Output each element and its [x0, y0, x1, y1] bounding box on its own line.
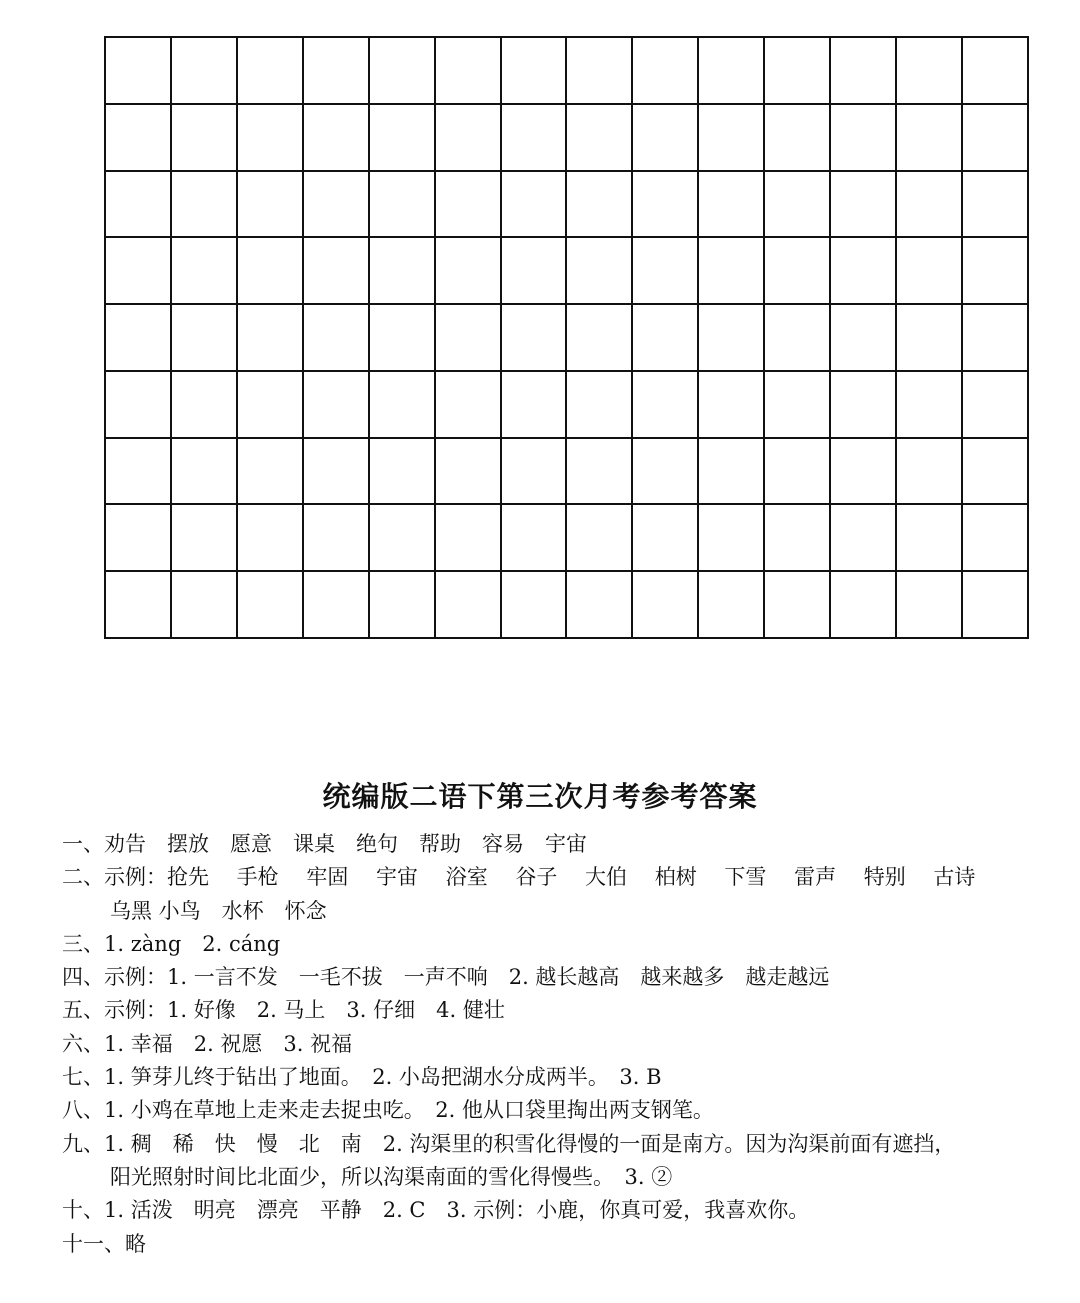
grid-cell	[171, 438, 237, 505]
grid-cell	[171, 304, 237, 371]
grid-cell	[501, 371, 567, 438]
grid-cell	[105, 37, 171, 104]
grid-cell	[435, 571, 501, 638]
writing-grid	[104, 36, 1029, 639]
grid-cell	[764, 504, 830, 571]
grid-cell	[369, 304, 435, 371]
grid-cell	[698, 237, 764, 304]
grid-cell	[369, 504, 435, 571]
answer-line: 四、示例：1. 一言不发 一毛不拔 一声不响 2. 越长越高 越来越多 越走越远	[62, 965, 830, 990]
grid-cell	[698, 304, 764, 371]
answer-line: 二、示例：抢先 手枪 牢固 宇宙 浴室 谷子 大伯 柏树 下雪 雷声 特别 古诗	[62, 865, 976, 890]
grid-cell	[566, 104, 632, 171]
grid-cell	[764, 571, 830, 638]
grid-cell	[830, 571, 896, 638]
grid-cell	[171, 571, 237, 638]
answer-line: 九、1. 稠 稀 快 慢 北 南 2. 沟渠里的积雪化得慢的一面是南方。因为沟渠前面有遮挡，	[62, 1131, 956, 1156]
grid-cell	[303, 438, 369, 505]
grid-cell	[501, 237, 567, 304]
grid-row	[105, 37, 1028, 104]
grid-cell	[369, 104, 435, 171]
grid-cell	[830, 104, 896, 171]
grid-cell	[698, 371, 764, 438]
grid-cell	[566, 371, 632, 438]
grid-cell	[566, 37, 632, 104]
grid-cell	[632, 438, 698, 505]
grid-cell	[764, 104, 830, 171]
grid-cell	[632, 371, 698, 438]
grid-cell	[896, 304, 962, 371]
grid-cell	[698, 104, 764, 171]
grid-cell	[632, 571, 698, 638]
grid-cell	[237, 571, 303, 638]
grid-cell	[105, 438, 171, 505]
grid-cell	[632, 504, 698, 571]
grid-cell	[303, 37, 369, 104]
grid-cell	[303, 504, 369, 571]
grid-cell	[171, 104, 237, 171]
grid-cell	[237, 371, 303, 438]
answer-list	[62, 828, 1022, 1261]
grid-cell	[237, 438, 303, 505]
grid-cell	[237, 304, 303, 371]
grid-row	[105, 104, 1028, 171]
grid-cell	[566, 571, 632, 638]
grid-cell	[105, 371, 171, 438]
grid-cell	[369, 37, 435, 104]
grid-cell	[303, 104, 369, 171]
grid-cell	[896, 438, 962, 505]
grid-cell	[435, 237, 501, 304]
grid-row	[105, 571, 1028, 638]
grid-cell	[435, 37, 501, 104]
grid-cell	[962, 237, 1028, 304]
grid-cell	[896, 571, 962, 638]
grid-cell	[632, 237, 698, 304]
grid-cell	[698, 37, 764, 104]
grid-cell	[764, 438, 830, 505]
grid-cell	[105, 104, 171, 171]
grid-cell	[435, 304, 501, 371]
grid-cell	[369, 237, 435, 304]
grid-cell	[830, 237, 896, 304]
answer-line: 五、示例：1. 好像 2. 马上 3. 仔细 4. 健壮	[62, 998, 505, 1023]
grid-cell	[632, 171, 698, 238]
grid-cell	[501, 304, 567, 371]
grid-cell	[435, 171, 501, 238]
grid-cell	[566, 171, 632, 238]
grid-cell	[435, 104, 501, 171]
answer-line: 一、劝告 摆放 愿意 课桌 绝句 帮助 容易 宇宙	[62, 832, 587, 856]
grid-row	[105, 304, 1028, 371]
grid-cell	[830, 438, 896, 505]
grid-cell	[105, 304, 171, 371]
grid-row	[105, 371, 1028, 438]
grid-cell	[435, 371, 501, 438]
grid-cell	[698, 171, 764, 238]
grid-cell	[237, 237, 303, 304]
grid-cell	[369, 371, 435, 438]
grid-cell	[435, 438, 501, 505]
grid-cell	[303, 304, 369, 371]
grid-cell	[171, 171, 237, 238]
grid-cell	[830, 304, 896, 371]
answer-line: 八、1. 小鸡在草地上走来走去捉虫吃。 2. 他从口袋里掏出两支钢笔。	[62, 1098, 714, 1123]
grid-cell	[237, 37, 303, 104]
grid-cell	[369, 438, 435, 505]
grid-cell	[171, 37, 237, 104]
grid-cell	[105, 171, 171, 238]
grid-cell	[830, 171, 896, 238]
grid-cell	[896, 504, 962, 571]
grid-cell	[698, 438, 764, 505]
grid-cell	[566, 304, 632, 371]
grid-cell	[896, 104, 962, 171]
answer-line: 乌黑 小鸟 水杯 怀念	[110, 898, 327, 923]
grid-cell	[830, 37, 896, 104]
grid-cell	[105, 237, 171, 304]
grid-cell	[962, 171, 1028, 238]
answer-line: 阳光照射时间比北面少，所以沟渠南面的雪化得慢些。 3. ②	[110, 1164, 673, 1189]
grid-cell	[896, 371, 962, 438]
grid-cell	[764, 371, 830, 438]
grid-cell	[632, 37, 698, 104]
grid-cell	[962, 104, 1028, 171]
grid-row	[105, 237, 1028, 304]
grid-cell	[501, 438, 567, 505]
grid-cell	[632, 104, 698, 171]
grid-cell	[171, 504, 237, 571]
grid-cell	[896, 171, 962, 238]
grid-row	[105, 504, 1028, 571]
grid-cell	[435, 504, 501, 571]
answer-line: 六、1. 幸福 2. 祝愿 3. 祝福	[62, 1031, 353, 1056]
grid-cell	[501, 104, 567, 171]
grid-row	[105, 438, 1028, 505]
grid-cell	[303, 571, 369, 638]
grid-cell	[962, 438, 1028, 505]
grid-row	[105, 171, 1028, 238]
grid-cell	[698, 571, 764, 638]
answer-line: 七、1. 笋芽儿终于钻出了地面。 2. 小岛把湖水分成两半。 3. B	[62, 1065, 662, 1090]
grid-cell	[566, 237, 632, 304]
answer-line: 三、1. zàng 2. cáng	[62, 931, 281, 956]
grid-cell	[764, 37, 830, 104]
grid-cell	[962, 504, 1028, 571]
grid-cell	[501, 571, 567, 638]
grid-cell	[962, 571, 1028, 638]
grid-cell	[566, 438, 632, 505]
grid-cell	[896, 237, 962, 304]
grid-cell	[303, 237, 369, 304]
grid-cell	[830, 504, 896, 571]
grid-cell	[171, 371, 237, 438]
grid-cell	[501, 504, 567, 571]
grid-cell	[237, 504, 303, 571]
grid-cell	[501, 171, 567, 238]
grid-cell	[369, 571, 435, 638]
grid-cell	[369, 171, 435, 238]
answer-line: 十一、略	[62, 1231, 146, 1256]
grid-cell	[896, 37, 962, 104]
grid-cell	[105, 504, 171, 571]
answer-line: 十、1. 活泼 明亮 漂亮 平静 2. C 3. 示例：小鹿，你真可爱，我喜欢你。	[62, 1198, 810, 1223]
grid-cell	[962, 37, 1028, 104]
grid-cell	[171, 237, 237, 304]
grid-cell	[303, 371, 369, 438]
grid-cell	[632, 304, 698, 371]
grid-cell	[764, 237, 830, 304]
page-title: 统编版二语下第三次月考参考答案	[322, 780, 758, 813]
grid-cell	[105, 571, 171, 638]
grid-cell	[237, 104, 303, 171]
grid-cell	[698, 504, 764, 571]
grid-cell	[237, 171, 303, 238]
grid-cell	[764, 304, 830, 371]
grid-cell	[501, 37, 567, 104]
grid-cell	[764, 171, 830, 238]
grid-cell	[962, 304, 1028, 371]
grid-cell	[566, 504, 632, 571]
grid-cell	[962, 371, 1028, 438]
grid-cell	[830, 371, 896, 438]
grid-cell	[303, 171, 369, 238]
